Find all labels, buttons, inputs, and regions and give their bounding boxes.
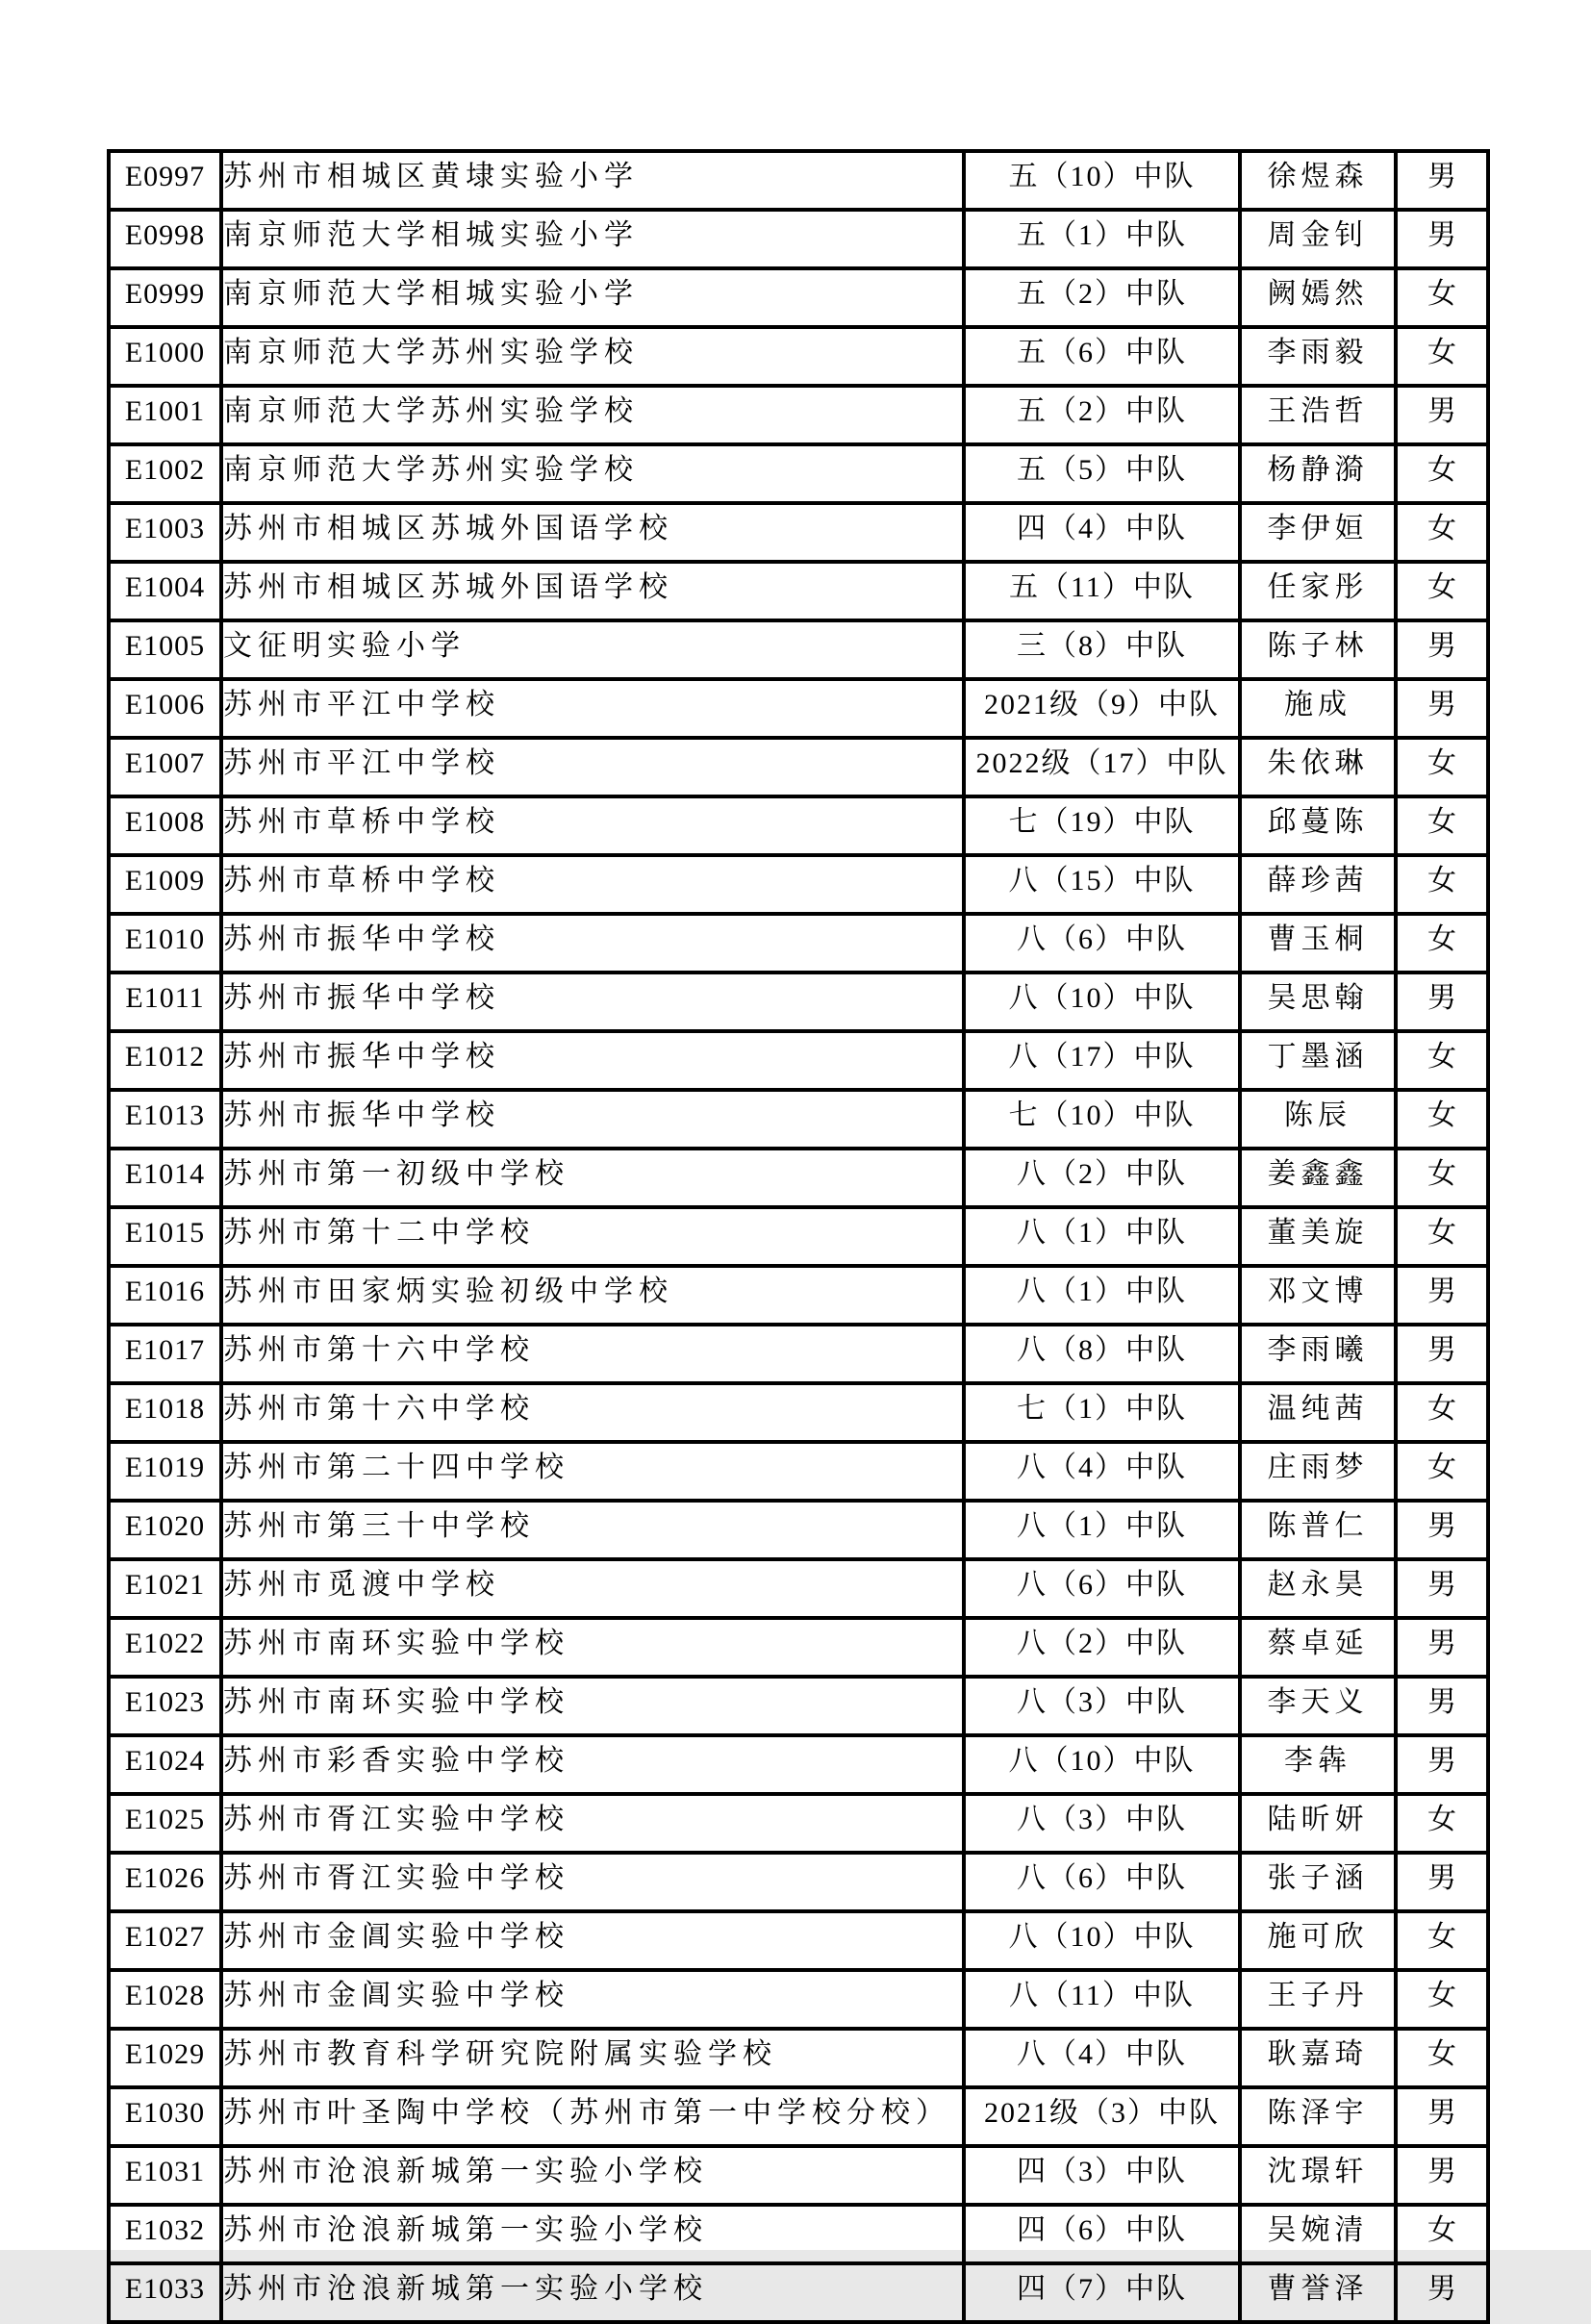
school-name-cell: 苏州市胥江实验中学校 — [221, 1853, 964, 1911]
student-id-cell: E1002 — [109, 444, 221, 503]
school-name-cell: 南京师范大学相城实验小学 — [221, 268, 964, 327]
table-row — [109, 1501, 1488, 1559]
school-name-cell: 苏州市草桥中学校 — [221, 855, 964, 914]
school-name-cell: 苏州市第十六中学校 — [221, 1383, 964, 1442]
student-name-cell: 杨静漪 — [1240, 444, 1396, 503]
student-id-cell: E1029 — [109, 2029, 221, 2087]
student-name-cell: 庄雨梦 — [1240, 1442, 1396, 1501]
squad-cell: 八（10）中队 — [964, 1735, 1240, 1794]
student-name-cell: 邓文博 — [1240, 1266, 1396, 1325]
table-row — [109, 562, 1488, 620]
table-row — [109, 444, 1488, 503]
squad-cell: 五（2）中队 — [964, 386, 1240, 444]
student-name-cell: 陆昕妍 — [1240, 1794, 1396, 1853]
squad-cell: 五（1）中队 — [964, 210, 1240, 268]
gender-cell: 女 — [1396, 855, 1488, 914]
student-id-cell: E1032 — [109, 2205, 221, 2263]
table-row — [109, 1031, 1488, 1090]
gender-cell: 男 — [1396, 1559, 1488, 1618]
gender-cell: 女 — [1396, 327, 1488, 386]
student-id-cell: E1008 — [109, 796, 221, 855]
gender-cell: 女 — [1396, 2205, 1488, 2263]
gender-cell: 女 — [1396, 738, 1488, 796]
squad-cell: 八（2）中队 — [964, 1149, 1240, 1207]
squad-cell: 四（6）中队 — [964, 2205, 1240, 2263]
table-row — [109, 679, 1488, 738]
student-roster-body — [109, 151, 1488, 2322]
student-id-cell: E1003 — [109, 503, 221, 562]
school-name-cell: 南京师范大学苏州实验学校 — [221, 444, 964, 503]
student-roster-table — [107, 149, 1490, 2324]
squad-cell: 八（6）中队 — [964, 1559, 1240, 1618]
student-name-cell: 陈普仁 — [1240, 1501, 1396, 1559]
squad-cell: 五（10）中队 — [964, 151, 1240, 210]
gender-cell: 男 — [1396, 210, 1488, 268]
school-name-cell: 苏州市教育科学研究院附属实验学校 — [221, 2029, 964, 2087]
school-name-cell: 苏州市叶圣陶中学校（苏州市第一中学校分校） — [221, 2087, 964, 2146]
table-row — [109, 1383, 1488, 1442]
table-row — [109, 1735, 1488, 1794]
squad-cell: 2021级（3）中队 — [964, 2087, 1240, 2146]
school-name-cell: 苏州市第十二中学校 — [221, 1207, 964, 1266]
table-row — [109, 1911, 1488, 1970]
table-row — [109, 973, 1488, 1031]
student-id-cell: E1017 — [109, 1325, 221, 1383]
school-name-cell: 苏州市第十六中学校 — [221, 1325, 964, 1383]
gender-cell: 女 — [1396, 1383, 1488, 1442]
student-name-cell: 曹誉泽 — [1240, 2263, 1396, 2322]
gender-cell: 男 — [1396, 620, 1488, 679]
squad-cell: 四（7）中队 — [964, 2263, 1240, 2322]
table-row — [109, 1853, 1488, 1911]
squad-cell: 五（11）中队 — [964, 562, 1240, 620]
table-row — [109, 1794, 1488, 1853]
table-row — [109, 1970, 1488, 2029]
school-name-cell: 苏州市觅渡中学校 — [221, 1559, 964, 1618]
squad-cell: 七（10）中队 — [964, 1090, 1240, 1149]
student-id-cell: E1026 — [109, 1853, 221, 1911]
student-name-cell: 施可欣 — [1240, 1911, 1396, 1970]
student-name-cell: 徐煜森 — [1240, 151, 1396, 210]
student-id-cell: E1020 — [109, 1501, 221, 1559]
table-row — [109, 2146, 1488, 2205]
table-row — [109, 2029, 1488, 2087]
squad-cell: 八（11）中队 — [964, 1970, 1240, 2029]
gender-cell: 女 — [1396, 796, 1488, 855]
school-name-cell: 苏州市南环实验中学校 — [221, 1677, 964, 1735]
school-name-cell: 苏州市沧浪新城第一实验小学校 — [221, 2205, 964, 2263]
student-id-cell: E1018 — [109, 1383, 221, 1442]
squad-cell: 八（1）中队 — [964, 1501, 1240, 1559]
squad-cell: 八（1）中队 — [964, 1207, 1240, 1266]
gender-cell: 男 — [1396, 1266, 1488, 1325]
student-name-cell: 周金钊 — [1240, 210, 1396, 268]
student-name-cell: 王子丹 — [1240, 1970, 1396, 2029]
school-name-cell: 苏州市振华中学校 — [221, 1031, 964, 1090]
school-name-cell: 苏州市振华中学校 — [221, 914, 964, 973]
table-row — [109, 151, 1488, 210]
squad-cell: 2022级（17）中队 — [964, 738, 1240, 796]
squad-cell: 八（6）中队 — [964, 1853, 1240, 1911]
school-name-cell: 文征明实验小学 — [221, 620, 964, 679]
school-name-cell: 苏州市相城区黄埭实验小学 — [221, 151, 964, 210]
school-name-cell: 苏州市沧浪新城第一实验小学校 — [221, 2263, 964, 2322]
squad-cell: 八（6）中队 — [964, 914, 1240, 973]
student-name-cell: 陈子林 — [1240, 620, 1396, 679]
student-name-cell: 李雨曦 — [1240, 1325, 1396, 1383]
school-name-cell: 苏州市沧浪新城第一实验小学校 — [221, 2146, 964, 2205]
student-name-cell: 吴思翰 — [1240, 973, 1396, 1031]
squad-cell: 三（8）中队 — [964, 620, 1240, 679]
table-row — [109, 796, 1488, 855]
student-name-cell: 薛珍茜 — [1240, 855, 1396, 914]
school-name-cell: 苏州市田家炳实验初级中学校 — [221, 1266, 964, 1325]
gender-cell: 男 — [1396, 2146, 1488, 2205]
school-name-cell: 苏州市草桥中学校 — [221, 796, 964, 855]
student-id-cell: E1031 — [109, 2146, 221, 2205]
gender-cell: 女 — [1396, 1794, 1488, 1853]
gender-cell: 男 — [1396, 1501, 1488, 1559]
student-name-cell: 沈璟轩 — [1240, 2146, 1396, 2205]
student-id-cell: E0999 — [109, 268, 221, 327]
gender-cell: 男 — [1396, 973, 1488, 1031]
table-row — [109, 210, 1488, 268]
gender-cell: 女 — [1396, 444, 1488, 503]
table-row — [109, 503, 1488, 562]
gender-cell: 女 — [1396, 2029, 1488, 2087]
squad-cell: 八（4）中队 — [964, 1442, 1240, 1501]
student-name-cell: 耿嘉琦 — [1240, 2029, 1396, 2087]
student-name-cell: 蔡卓延 — [1240, 1618, 1396, 1677]
student-id-cell: E1028 — [109, 1970, 221, 2029]
student-name-cell: 丁墨涵 — [1240, 1031, 1396, 1090]
student-name-cell: 姜鑫鑫 — [1240, 1149, 1396, 1207]
student-id-cell: E1030 — [109, 2087, 221, 2146]
squad-cell: 五（5）中队 — [964, 444, 1240, 503]
table-row — [109, 1149, 1488, 1207]
squad-cell: 八（3）中队 — [964, 1677, 1240, 1735]
table-row — [109, 1207, 1488, 1266]
student-name-cell: 邱蔓陈 — [1240, 796, 1396, 855]
student-id-cell: E1005 — [109, 620, 221, 679]
student-name-cell: 李雨毅 — [1240, 327, 1396, 386]
squad-cell: 八（4）中队 — [964, 2029, 1240, 2087]
table-row — [109, 1677, 1488, 1735]
student-id-cell: E1033 — [109, 2263, 221, 2322]
gender-cell: 女 — [1396, 268, 1488, 327]
table-row — [109, 386, 1488, 444]
student-id-cell: E1015 — [109, 1207, 221, 1266]
table-row — [109, 1618, 1488, 1677]
school-name-cell: 苏州市平江中学校 — [221, 738, 964, 796]
gender-cell: 男 — [1396, 386, 1488, 444]
student-id-cell: E1022 — [109, 1618, 221, 1677]
student-name-cell: 李伊姮 — [1240, 503, 1396, 562]
school-name-cell: 苏州市第二十四中学校 — [221, 1442, 964, 1501]
student-name-cell: 李犇 — [1240, 1735, 1396, 1794]
student-name-cell: 李天义 — [1240, 1677, 1396, 1735]
student-id-cell: E1013 — [109, 1090, 221, 1149]
student-id-cell: E1006 — [109, 679, 221, 738]
school-name-cell: 南京师范大学相城实验小学 — [221, 210, 964, 268]
student-id-cell: E1016 — [109, 1266, 221, 1325]
student-name-cell: 温纯茜 — [1240, 1383, 1396, 1442]
gender-cell: 女 — [1396, 1207, 1488, 1266]
school-name-cell: 南京师范大学苏州实验学校 — [221, 386, 964, 444]
school-name-cell: 苏州市相城区苏城外国语学校 — [221, 503, 964, 562]
table-row — [109, 327, 1488, 386]
student-id-cell: E1007 — [109, 738, 221, 796]
squad-cell: 八（2）中队 — [964, 1618, 1240, 1677]
school-name-cell: 苏州市第一初级中学校 — [221, 1149, 964, 1207]
table-row — [109, 268, 1488, 327]
student-id-cell: E1023 — [109, 1677, 221, 1735]
gender-cell: 女 — [1396, 1970, 1488, 2029]
student-id-cell: E0997 — [109, 151, 221, 210]
gender-cell: 男 — [1396, 151, 1488, 210]
gender-cell: 男 — [1396, 1853, 1488, 1911]
student-id-cell: E1009 — [109, 855, 221, 914]
school-name-cell: 苏州市胥江实验中学校 — [221, 1794, 964, 1853]
student-name-cell: 任家彤 — [1240, 562, 1396, 620]
student-id-cell: E1011 — [109, 973, 221, 1031]
student-id-cell: E1001 — [109, 386, 221, 444]
table-row — [109, 2263, 1488, 2322]
student-id-cell: E0998 — [109, 210, 221, 268]
student-id-cell: E1027 — [109, 1911, 221, 1970]
school-name-cell: 苏州市相城区苏城外国语学校 — [221, 562, 964, 620]
table-row — [109, 855, 1488, 914]
table-row — [109, 1559, 1488, 1618]
school-name-cell: 苏州市振华中学校 — [221, 973, 964, 1031]
student-name-cell: 董美旋 — [1240, 1207, 1396, 1266]
student-name-cell: 吴婉清 — [1240, 2205, 1396, 2263]
student-id-cell: E1014 — [109, 1149, 221, 1207]
student-id-cell: E1024 — [109, 1735, 221, 1794]
table-row — [109, 1266, 1488, 1325]
school-name-cell: 苏州市振华中学校 — [221, 1090, 964, 1149]
student-name-cell: 施成 — [1240, 679, 1396, 738]
table-row — [109, 914, 1488, 973]
squad-cell: 八（10）中队 — [964, 973, 1240, 1031]
student-id-cell: E1019 — [109, 1442, 221, 1501]
squad-cell: 八（1）中队 — [964, 1266, 1240, 1325]
gender-cell: 男 — [1396, 679, 1488, 738]
squad-cell: 八（17）中队 — [964, 1031, 1240, 1090]
squad-cell: 八（3）中队 — [964, 1794, 1240, 1853]
squad-cell: 八（10）中队 — [964, 1911, 1240, 1970]
student-name-cell: 曹玉桐 — [1240, 914, 1396, 973]
gender-cell: 女 — [1396, 1031, 1488, 1090]
squad-cell: 四（3）中队 — [964, 2146, 1240, 2205]
table-row — [109, 620, 1488, 679]
student-name-cell: 朱依琳 — [1240, 738, 1396, 796]
gender-cell: 男 — [1396, 1325, 1488, 1383]
gender-cell: 女 — [1396, 562, 1488, 620]
student-name-cell: 陈泽宇 — [1240, 2087, 1396, 2146]
table-row — [109, 1325, 1488, 1383]
school-name-cell: 苏州市南环实验中学校 — [221, 1618, 964, 1677]
squad-cell: 四（4）中队 — [964, 503, 1240, 562]
squad-cell: 八（8）中队 — [964, 1325, 1240, 1383]
school-name-cell: 苏州市金阊实验中学校 — [221, 1911, 964, 1970]
gender-cell: 女 — [1396, 1442, 1488, 1501]
gender-cell: 女 — [1396, 1911, 1488, 1970]
squad-cell: 2021级（9）中队 — [964, 679, 1240, 738]
gender-cell: 男 — [1396, 1735, 1488, 1794]
gender-cell: 女 — [1396, 914, 1488, 973]
school-name-cell: 苏州市平江中学校 — [221, 679, 964, 738]
school-name-cell: 苏州市金阊实验中学校 — [221, 1970, 964, 2029]
gender-cell: 女 — [1396, 1149, 1488, 1207]
squad-cell: 五（6）中队 — [964, 327, 1240, 386]
student-name-cell: 陈辰 — [1240, 1090, 1396, 1149]
gender-cell: 女 — [1396, 503, 1488, 562]
squad-cell: 七（19）中队 — [964, 796, 1240, 855]
student-name-cell: 王浩哲 — [1240, 386, 1396, 444]
student-id-cell: E1004 — [109, 562, 221, 620]
school-name-cell: 南京师范大学苏州实验学校 — [221, 327, 964, 386]
table-row — [109, 2087, 1488, 2146]
gender-cell: 男 — [1396, 2263, 1488, 2322]
student-id-cell: E1025 — [109, 1794, 221, 1853]
student-id-cell: E1012 — [109, 1031, 221, 1090]
table-row — [109, 738, 1488, 796]
table-row — [109, 1090, 1488, 1149]
squad-cell: 五（2）中队 — [964, 268, 1240, 327]
table-row — [109, 1442, 1488, 1501]
student-id-cell: E1021 — [109, 1559, 221, 1618]
student-name-cell: 张子涵 — [1240, 1853, 1396, 1911]
gender-cell: 女 — [1396, 1090, 1488, 1149]
gender-cell: 男 — [1396, 1677, 1488, 1735]
squad-cell: 八（15）中队 — [964, 855, 1240, 914]
student-id-cell: E1010 — [109, 914, 221, 973]
squad-cell: 七（1）中队 — [964, 1383, 1240, 1442]
gender-cell: 男 — [1396, 1618, 1488, 1677]
school-name-cell: 苏州市第三十中学校 — [221, 1501, 964, 1559]
student-name-cell: 阙嫣然 — [1240, 268, 1396, 327]
student-id-cell: E1000 — [109, 327, 221, 386]
school-name-cell: 苏州市彩香实验中学校 — [221, 1735, 964, 1794]
table-row — [109, 2205, 1488, 2263]
gender-cell: 男 — [1396, 2087, 1488, 2146]
student-name-cell: 赵永昊 — [1240, 1559, 1396, 1618]
